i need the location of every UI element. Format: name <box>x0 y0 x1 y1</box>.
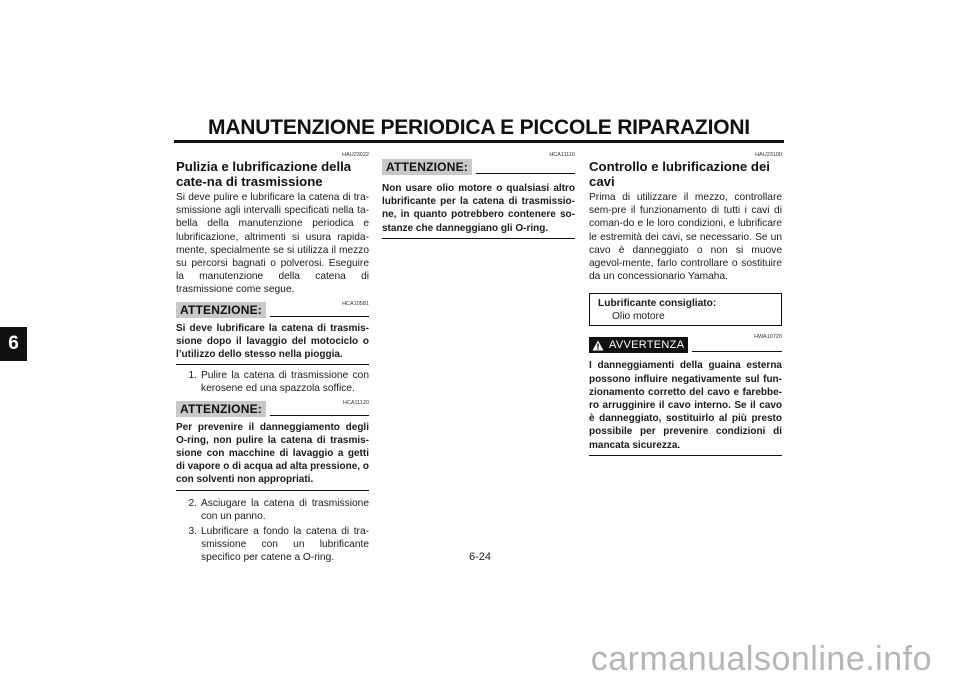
page-title: MANUTENZIONE PERIODICA E PICCOLE RIPARAZIONI <box>208 116 750 139</box>
list-item <box>176 369 369 395</box>
divider <box>270 415 369 416</box>
divider <box>176 490 369 491</box>
notice-code: HCA11110 <box>549 152 575 158</box>
divider <box>382 238 575 239</box>
caution-notice-3 <box>382 152 575 239</box>
divider <box>692 351 782 352</box>
chain-intro: Si deve pulire e lubrificare la catena di tra-smissione agli intervalli specificati nella ta-bella della manutenzione periodica e lubrificazione, altrimenti si usura rapida-mente, specialmente se si utilizza il mezzo su percorsi bagnati o polverosi. Eseguire la manutenzione della catena di trasmissione come segue. <box>176 192 369 296</box>
caution-notice-2 <box>176 400 369 491</box>
section-title-chain: Pulizia e lubrificazione della cate-na di trasmissione <box>176 159 352 189</box>
left-column <box>176 152 369 565</box>
warning-badge <box>589 337 688 353</box>
notice-code: HCA10581 <box>342 300 369 307</box>
divider <box>589 455 782 456</box>
page-number: 6-24 <box>468 551 492 563</box>
warning-text: I danneggiamenti della guaina esterna possono influire negativamente sul fun-zionamento corretto del cavo e farebbe-ro arrugginire il cavo interno. Se il cavo è danneggiato, sostituirlo al più presto possibile per prevenire condizioni di mancata sicurezza. <box>589 360 782 451</box>
step-number: 3. <box>188 526 197 538</box>
caution-text: Per prevenire il danneggiamento degli O-ring, non pulire la catena di trasmis-sione con macchine di lavaggio a getti di vapore o di acqua ad alta pressione, o con solventi non appropriati. <box>176 421 369 486</box>
divider <box>270 316 369 317</box>
section-code: HAU23022 <box>342 152 369 158</box>
steps-list <box>176 497 369 565</box>
notice-code: HCA11120 <box>342 399 369 406</box>
step-number: 1. <box>188 370 197 382</box>
step-number: 2. <box>188 497 197 509</box>
lubricant-title: Lubrificante consigliato: <box>598 298 717 310</box>
middle-column <box>382 152 575 239</box>
caution-text: Non usare olio motore o qualsiasi altro lubrificante per la catena di trasmissio-ne, in quanto potrebbero contenere so-stanze che danneggiano gli O-ring. <box>382 183 575 234</box>
caution-notice-1 <box>176 301 369 366</box>
chapter-tab: 6 <box>0 327 27 361</box>
lubricant-box <box>589 293 782 326</box>
step-text: Lubrificare a fondo la catena di tra-smissione con un lubrificante specifico per catene a O-ring. <box>201 526 369 564</box>
notice-code: HWA10720 <box>754 334 782 341</box>
warning-label: AVVERTENZA <box>609 339 685 352</box>
lubricant-value: Olio motore <box>612 311 665 323</box>
divider <box>476 173 575 174</box>
caution-badge: ATTENZIONE: <box>176 401 266 417</box>
caution-badge: ATTENZIONE: <box>382 159 472 175</box>
list-item <box>176 497 369 523</box>
watermark: carmanualsonline.info <box>590 640 932 678</box>
cables-intro: Prima di utilizzare il mezzo, controllare sem-pre il funzionamento di tutti i cavi di coman-do e le loro condizioni, e lubrificare le estremità dei cavi, se necessario. Se un cavo è danneggiato o non si muove agevol-mente, farlo controllare o sostituire da un concessionario Yamaha. <box>589 192 782 283</box>
list-item <box>176 525 369 565</box>
caution-badge: ATTENZIONE: <box>176 302 266 318</box>
step-text: Asciugare la catena di trasmissione con un panno. <box>201 497 369 522</box>
steps-list <box>176 369 369 395</box>
warning-triangle-icon <box>592 340 604 351</box>
section-code: HAU23100 <box>755 152 782 158</box>
right-column <box>589 152 782 456</box>
divider <box>176 364 369 365</box>
caution-text: Si deve lubrificare la catena di trasmis-sione dopo il lavaggio del motociclo o l’utilizzo dello stesso nella pioggia. <box>176 322 369 361</box>
header-rule <box>174 140 784 143</box>
warning-notice <box>589 334 782 455</box>
step-text: Pulire la catena di trasmissione con kerosene ed una spazzola soffice. <box>201 370 369 395</box>
section-title-cables: Controllo e lubrificazione dei cavi <box>589 159 770 189</box>
